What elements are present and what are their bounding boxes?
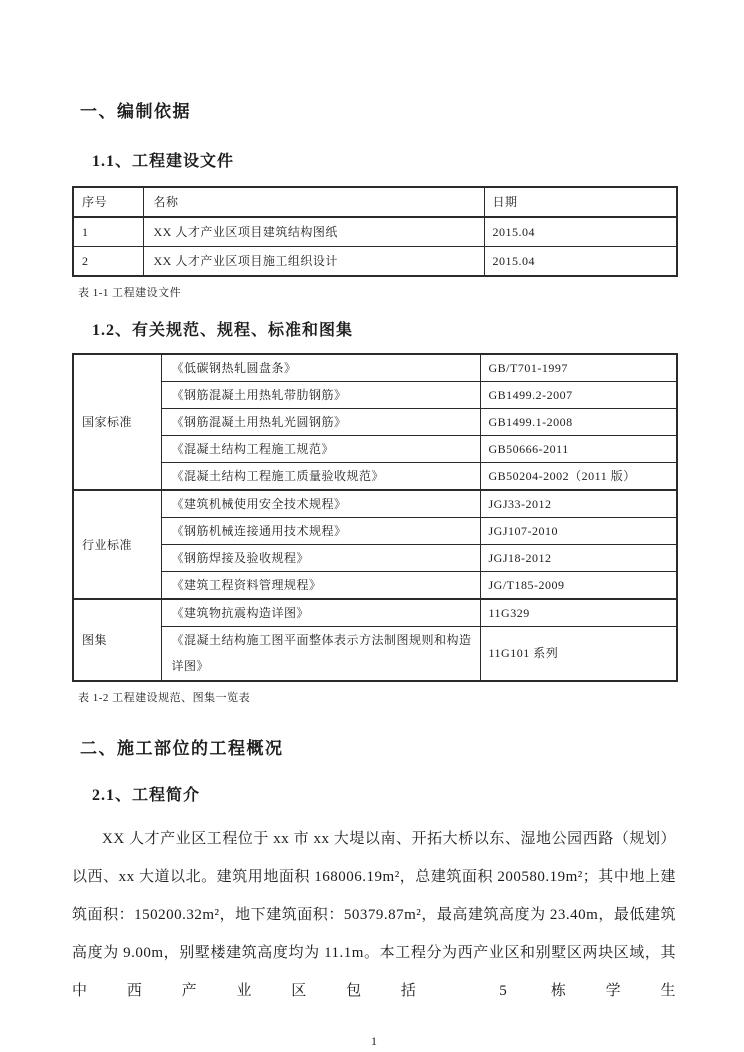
cell-standard-name: 《混凝土结构工程施工质量验收规范》: [161, 463, 480, 491]
table-row: [73, 572, 677, 600]
construction-documents-table: [72, 186, 678, 277]
standards-table: [72, 353, 678, 682]
cell-standard-code: JGJ33-2012: [480, 490, 677, 518]
table-caption: 表 1-1 工程建设文件: [78, 287, 182, 299]
cell-standard-code: GB50666-2011: [480, 436, 677, 463]
cell-standard-name: 《钢筋焊接及验收规程》: [161, 545, 480, 572]
table-row: [73, 463, 677, 491]
body-paragraph: XX 人才产业区工程位于 xx 市 xx 大堤以南、开拓大桥以东、湿地公园西路（规划）以西、xx 大道以北。建筑用地面积 168006.19m²，总建筑面积 200580.19m²；其中地上建筑面积：150200.32m²，地下建筑面积：50379.87m²，最高建筑高度为 23.40m，最低建筑高度为 9.00m，别墅楼建筑高度均为 11.1m。本工程分为西产业区和别墅区两块区域，其中西产业区包括 5 栋学生: [72, 830, 676, 999]
cell-standard-name: 《混凝土结构施工图平面整体表示方法制图规则和构造详图》: [161, 627, 480, 681]
subsection-heading-standards: 1.2、有关规范、规程、标准和图集: [92, 322, 354, 339]
table-row: [73, 518, 677, 545]
section-heading-compilation-basis: 一、编制依据: [80, 102, 191, 121]
cell-category-industry: 行业标准: [73, 490, 161, 599]
table-row: [73, 409, 677, 436]
header-cell-date: 日期: [484, 187, 677, 217]
cell-standard-code: JGJ18-2012: [480, 545, 677, 572]
document-content: [72, 97, 676, 1049]
cell-standard-code: 11G329: [480, 599, 677, 627]
subsection-heading-project-intro: 2.1、工程简介: [92, 786, 201, 804]
cell-date: 2015.04: [484, 247, 677, 277]
cell-standard-code: GB50204-2002（2011 版）: [480, 463, 677, 491]
cell-name: XX 人才产业区项目施工组织设计: [143, 247, 484, 277]
cell-seq: 2: [73, 247, 143, 277]
cell-standard-name: 《钢筋机械连接通用技术规程》: [161, 518, 480, 545]
table-row: [73, 436, 677, 463]
cell-standard-code: GB/T701-1997: [480, 354, 677, 382]
cell-name: XX 人才产业区项目建筑结构图纸: [143, 217, 484, 247]
table-row: [73, 382, 677, 409]
cell-standard-code: GB1499.1-2008: [480, 409, 677, 436]
table-header-row: [73, 187, 677, 217]
subsection-heading-construction-documents: 1.1、工程建设文件: [92, 153, 235, 170]
cell-standard-code: GB1499.2-2007: [480, 382, 677, 409]
cell-standard-name: 《建筑机械使用安全技术规程》: [161, 490, 480, 518]
cell-standard-name: 《混凝土结构工程施工规范》: [161, 436, 480, 463]
cell-date: 2015.04: [484, 217, 677, 247]
header-cell-seq: 序号: [73, 187, 143, 217]
cell-standard-name: 《低碳钢热轧圆盘条》: [161, 354, 480, 382]
cell-category-national: 国家标准: [73, 354, 161, 490]
cell-standard-name: 《钢筋混凝土用热轧光圆钢筋》: [161, 409, 480, 436]
section-heading-project-overview: 二、施工部位的工程概况: [80, 738, 284, 758]
cell-standard-code: 11G101 系列: [480, 627, 677, 681]
cell-standard-name: 《建筑物抗震构造详图》: [161, 599, 480, 627]
table-row: [73, 217, 677, 247]
header-cell-name: 名称: [143, 187, 484, 217]
cell-seq: 1: [73, 217, 143, 247]
table-row: [73, 627, 677, 681]
table-row: [73, 247, 677, 277]
table-caption: 表 1-2 工程建设规范、图集一览表: [78, 691, 251, 704]
table-row: [73, 599, 677, 627]
cell-category-atlas: 图集: [73, 599, 161, 681]
table-row: [73, 490, 677, 518]
cell-standard-name: 《钢筋混凝土用热轧带肋钢筋》: [161, 382, 480, 409]
table-row: [73, 545, 677, 572]
cell-standard-name: 《建筑工程资料管理规程》: [161, 572, 480, 600]
cell-standard-code: JG/T185-2009: [480, 572, 677, 600]
cell-standard-code: JGJ107-2010: [480, 518, 677, 545]
page-number: 1: [371, 1033, 377, 1048]
table-row: [73, 354, 677, 382]
